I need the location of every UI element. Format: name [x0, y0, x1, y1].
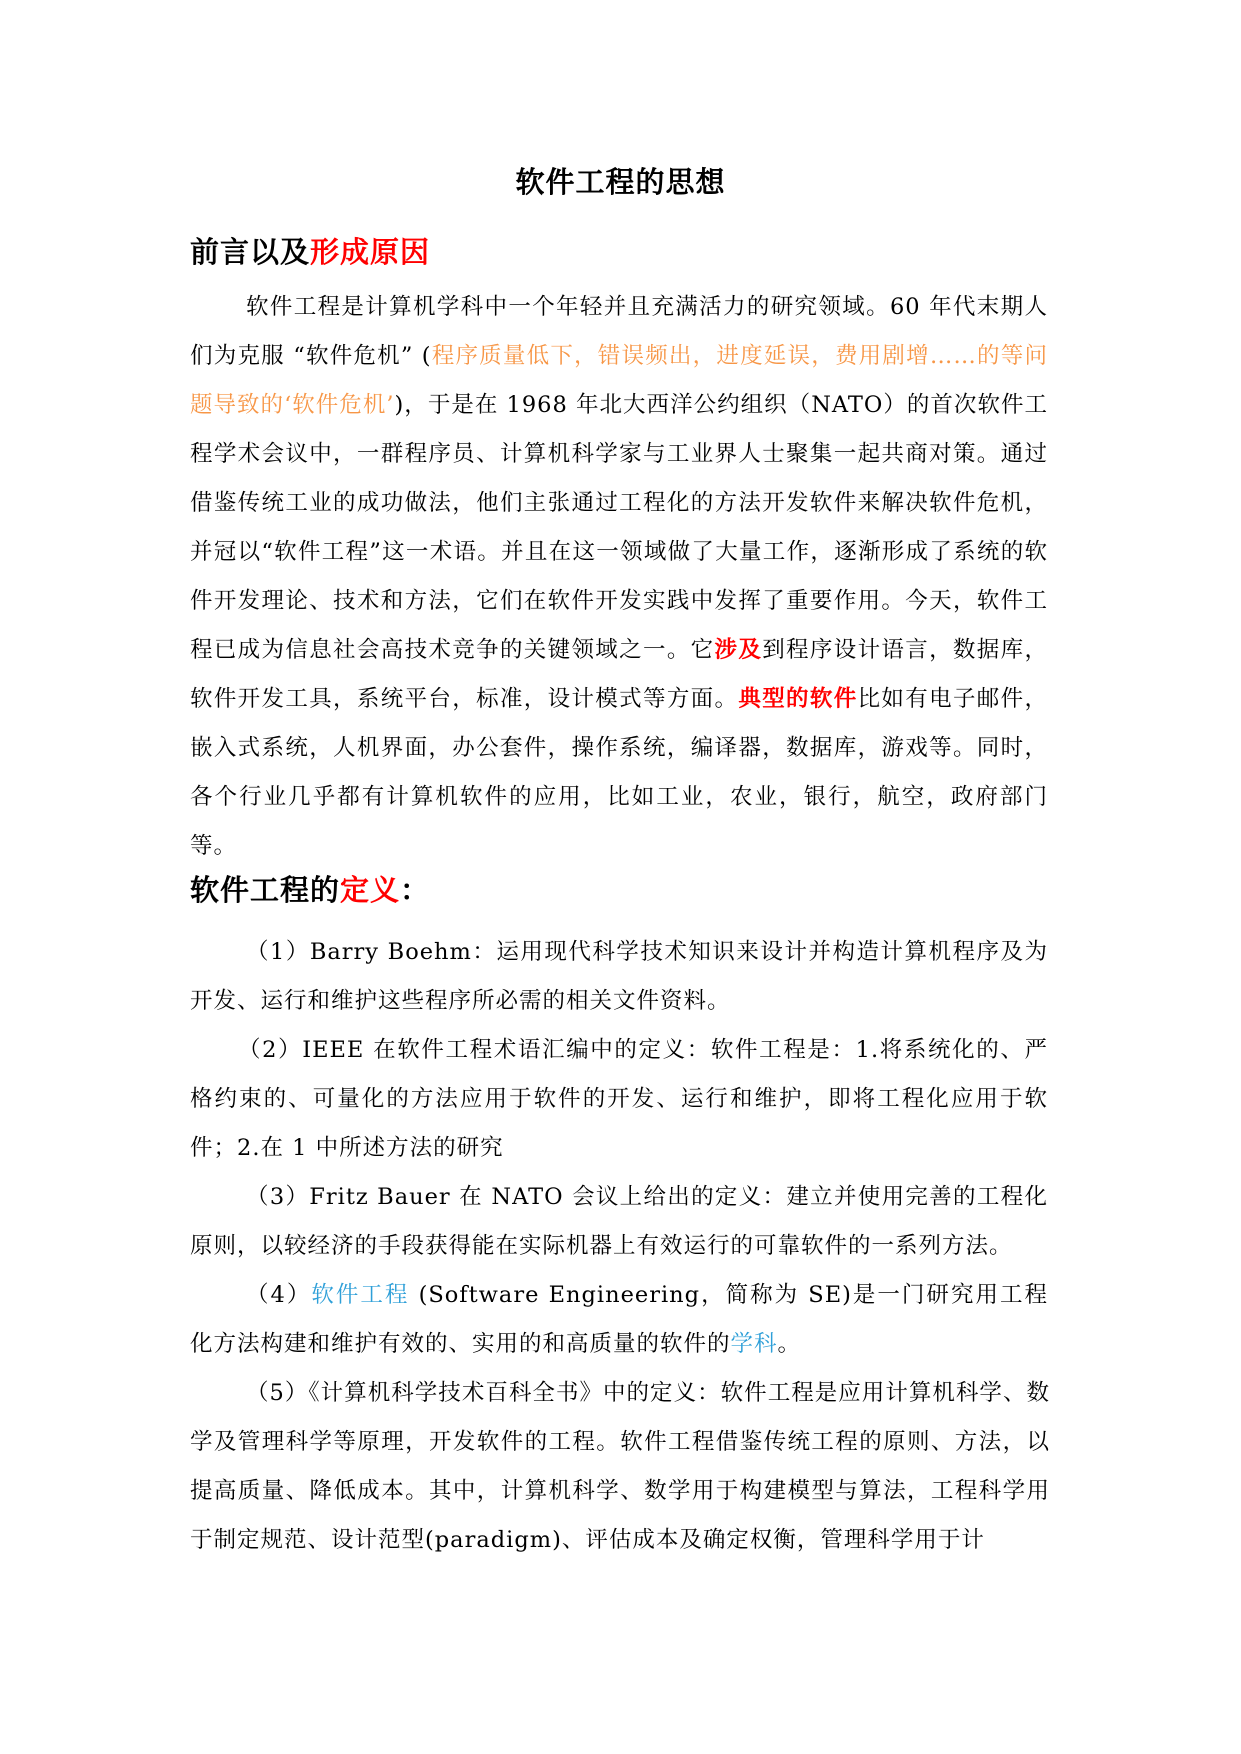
paragraph-text: 软件工程是计算机学科中一个年轻并且充满活力的研究领域。60 年代末期人们为克服 “软件危机” ( — [190, 294, 1048, 369]
heading-text: ： — [400, 873, 431, 907]
heading-text: 软件工程的 — [190, 873, 341, 907]
definition-1: （1）Barry Boehm：运用现代科学技术知识来设计并构造计算机程序及为开发、运行和维护这些程序所必需的相关文件资料。 — [190, 939, 1048, 1014]
definition-5: （5）《计算机科学技术百科全书》中的定义：软件工程是应用计算机科学、数学及管理科学等原理，开发软件的工程。软件工程借鉴传统工程的原则、方法，以提高质量、降低成本。其中，计算机科学、数学用于构建模型与算法，工程科学用于制定规范、设计范型(paradigm)、评估成本及确定权衡，管理科学用于计 — [190, 1380, 1050, 1553]
preface-paragraph — [190, 283, 1048, 871]
paragraph-text: 到程序设计语言，数据库，软件开发工具，系统平台，标准，设计模式等方面。 — [190, 637, 1048, 712]
orange-highlight-text: 程序质量低下，错误频出，进度延误，费用剧增……的等问题导致的‘软件危机’ — [190, 343, 1048, 418]
section-heading-preface — [190, 230, 430, 271]
definition-2: （2）IEEE 在软件工程术语汇编中的定义：软件工程是：1.将系统化的、严格约束的、可量化的方法应用于软件的开发、运行和维护，即将工程化应用于软件；2.在 1 中所述方法的研究 — [190, 1037, 1048, 1161]
section-heading-definition — [190, 868, 430, 909]
heading-highlight: 定义 — [340, 873, 401, 907]
definition-text: 。 — [777, 1331, 802, 1357]
definition-3: （3）Fritz Bauer 在 NATO 会议上给出的定义：建立并使用完善的工程化原则，以较经济的手段获得能在实际机器上有效运行的可靠软件的一系列方法。 — [190, 1184, 1048, 1259]
red-highlight-text: 典型的软件 — [738, 686, 858, 712]
document-title: 软件工程的思想 — [515, 165, 726, 199]
definition-text: （4） — [246, 1282, 312, 1308]
definition-4 — [190, 1271, 1048, 1369]
heading-highlight: 形成原因 — [310, 235, 431, 269]
definition-text: (Software Engineering，简称为 SE)是一门研究用工程化方法构建和维护有效的、实用的和高质量的软件的 — [190, 1282, 1048, 1357]
paragraph-text: 比如有电子邮件，嵌入式系统，人机界面，办公套件，操作系统，编译器，数据库，游戏等。同时，各个行业几乎都有计算机软件的应用，比如工业，农业，银行，航空，政府部门等。 — [190, 686, 1048, 859]
paragraph-text: )，于是在 1968 年北大西洋公约组织（NATO）的首次软件工程学术会议中，一群程序员、计算机科学家与工业界人士聚集一起共商对策。通过借鉴传统工业的成功做法，他们主张通过工程化的方法开发软件来解决软件危机，并冠以“软件工程”这一术语。并且在这一领域做了大量工作，逐渐形成了系统的软件开发理论、技术和方法，它们在软件开发实践中发挥了重要作用。今天，软件工程已成为信息社会高技术竞争的关键领域之一。它 — [190, 392, 1048, 663]
link-software-engineering[interactable]: 软件工程 — [311, 1282, 410, 1308]
heading-text: 前言以及 — [190, 235, 311, 269]
red-highlight-text: 涉及 — [714, 637, 763, 663]
link-discipline[interactable]: 学科 — [730, 1331, 778, 1357]
